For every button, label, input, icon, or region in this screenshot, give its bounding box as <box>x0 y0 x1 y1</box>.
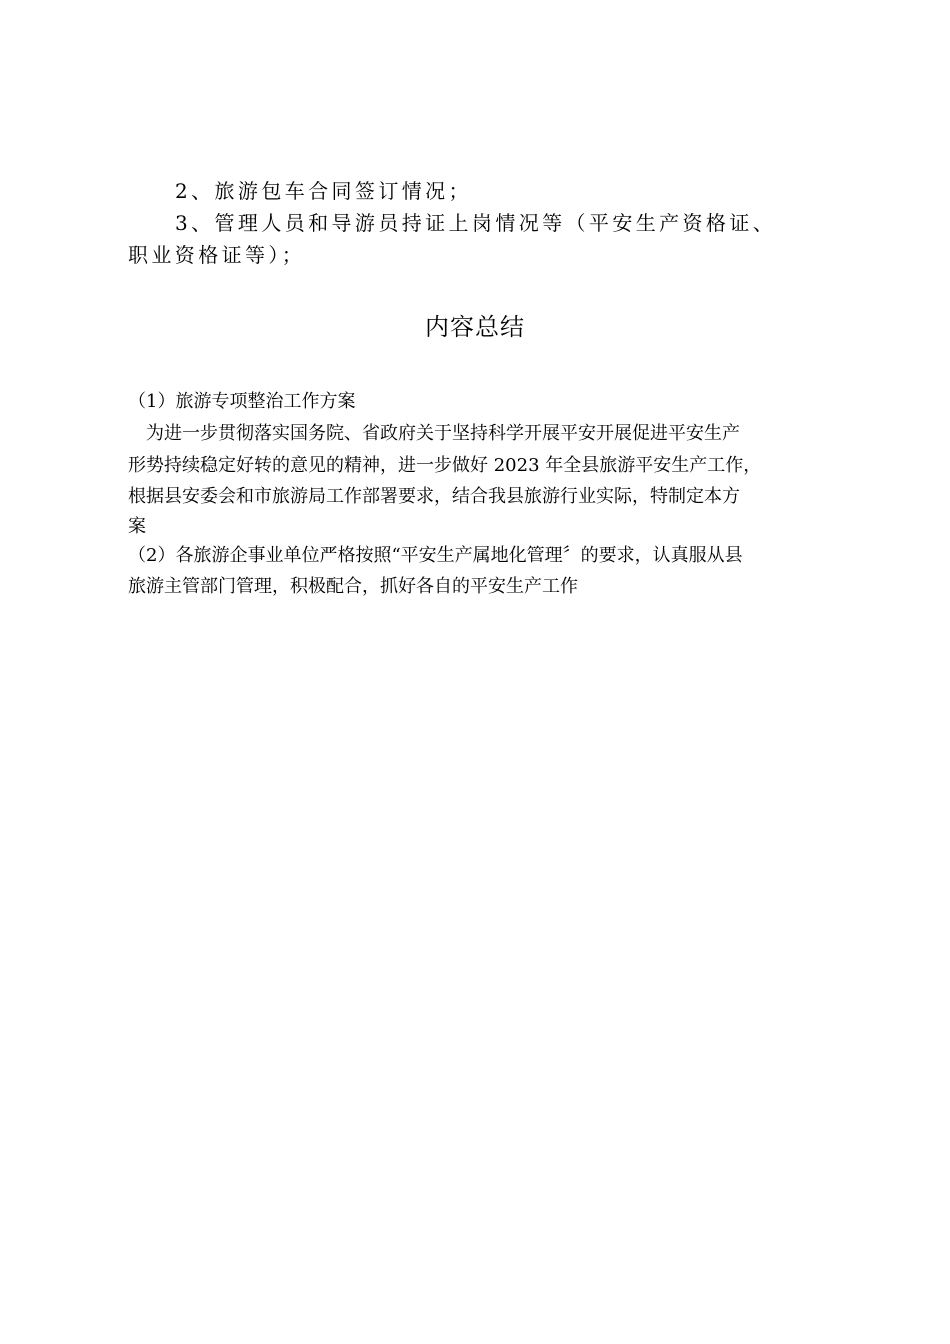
summary-line: 为进一步贯彻落实国务院、省政府关于坚持科学开展平安开展促进平安生产 <box>146 423 740 444</box>
summary-line: （2）各旅游企事业单位严格按照“平安生产属地化管理〞的要求，认真服从县 <box>128 545 743 566</box>
summary-line: 旅游主管部门管理，积极配合，抓好各自的平安生产工作 <box>128 576 578 597</box>
summary-heading: 内容总结 <box>425 313 525 341</box>
list-item-certification-line1: 3、管理人员和导游员持证上岗情况等（平安生产资格证、 <box>175 211 777 235</box>
summary-line: 形势持续稳定好转的意见的精神，进一步做好 2023 年全县旅游平安生产工作， <box>128 455 762 476</box>
summary-line: （1）旅游专项整治工作方案 <box>128 391 356 412</box>
list-item-contract-signing: 2、旅游包车合同签订情况； <box>175 179 472 203</box>
summary-line: 案 <box>128 516 146 537</box>
summary-line: 根据县安委会和市旅游局工作部署要求，结合我县旅游行业实际，特制定本方 <box>128 486 740 507</box>
list-item-certification-line2: 职业资格证等）； <box>128 243 306 267</box>
